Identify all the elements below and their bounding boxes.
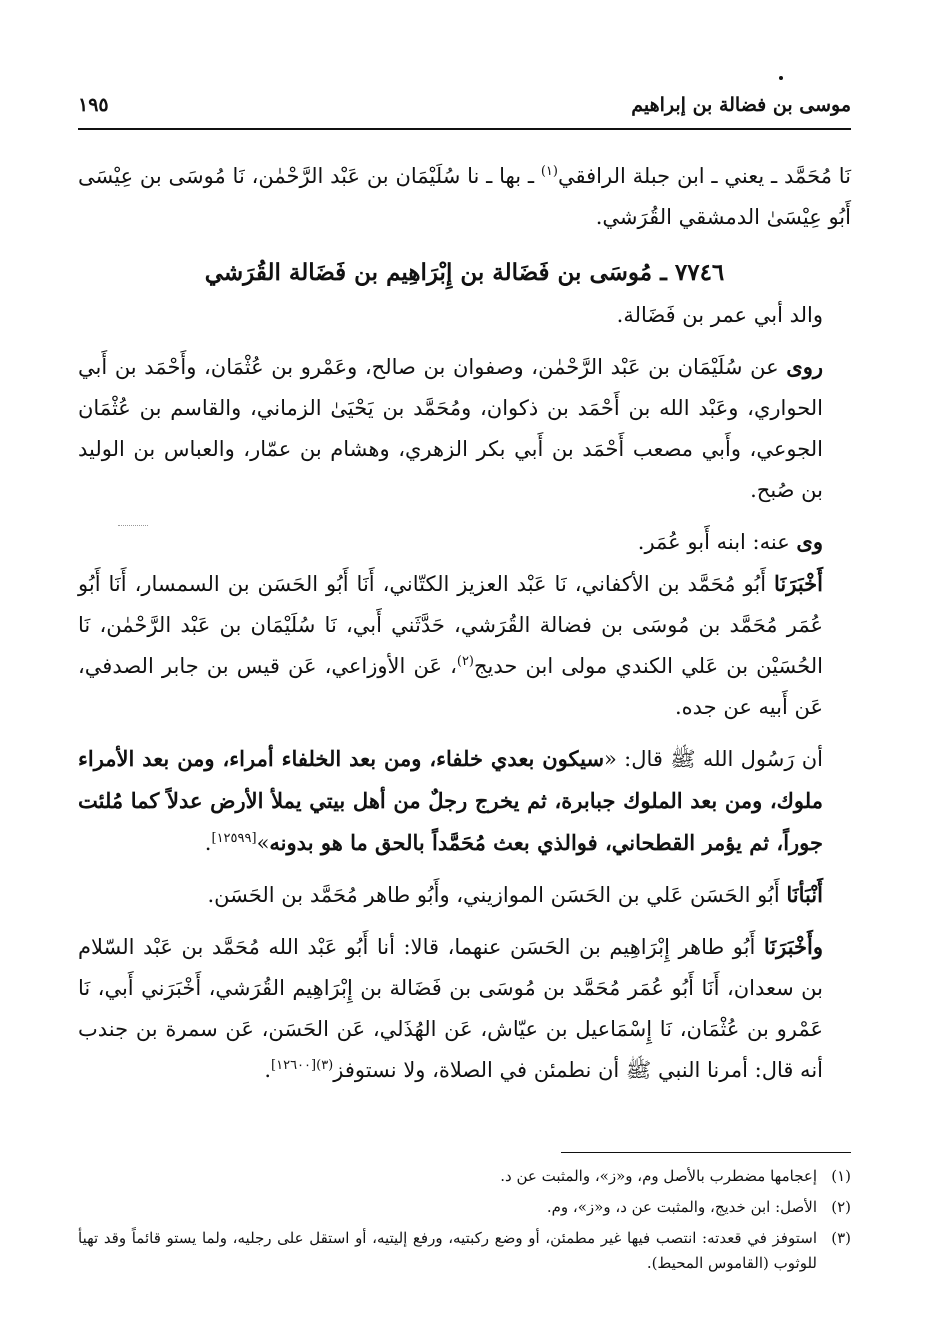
- footnote-text: استوفز في قعدته: انتصب فيها غير مطمئن، أو وضع ركبتيه، ورفع إليتيه، أو استقل على رجليه، ولما يستو قائماً وقد تهيأ للوثوب (القاموس المحيط).: [78, 1229, 817, 1272]
- paragraph-hadith-1: [78, 738, 851, 864]
- page-number: ١٩٥: [78, 94, 109, 116]
- text-run: .: [204, 831, 212, 855]
- text-run: أَبُو مُحَمَّد بن الأكفاني، نَا عَبْد العزيز الكتّاني، أَنَا أَبُو الحَسَن بن السمسار، أَنَا أَبُو عُمَر مُحَمَّد بن مُوسَى بن فضالة القُرَشي، حَدَّثَني أَبي، نَا سُلَيْمَان بن عَبْد الرَّحْمٰن، نَا الحُسَيْن بن عَلي الكندي مولى ابن حديج: [78, 572, 823, 678]
- footnote-ref-1: (١): [540, 164, 558, 179]
- lead-word: وأَخْبَرَنَا: [763, 934, 823, 959]
- paragraph-isnad-2: [78, 874, 851, 916]
- paragraph-isnad-3: [78, 926, 851, 1091]
- paragraph-continuation: [78, 156, 851, 238]
- footnote-ref-3: (٣)[١٢٦٠٠]: [271, 1058, 334, 1073]
- text-run: عن سُلَيْمَان بن عَبْد الرَّحْمٰن، وصفوان بن صالح، وعَمْرو بن عُثْمَان، وأَحْمَد بن أَبي الحواري، وعَبْد الله بن أَحْمَد بن ذكوان، ومُحَمَّد بن يَحْيَىٰ الزماني، والقاسم بن عُثْمَان الجوعي، وأَبي مصعب أَحْمَد بن أَبي بكر الزهري، وهشام بن عمّار، والعباس بن الوليد بن صُبح.: [78, 355, 823, 502]
- footnote-1: [78, 1164, 851, 1189]
- footnote-text: الأصل: ابن خديج، والمثبت عن د، و«ز»، وم.: [546, 1198, 817, 1216]
- hadith-number: [١٢٥٩٩]: [211, 831, 257, 846]
- hadith-text: سيكون بعدي خلفاء، ومن بعد الخلفاء أمراء، ومن بعد الأمراء ملوك، ومن بعد الملوك جبابرة، ثم يخرج رجلٌ من أهل بيتي يملأ الأرض عدلاً كما مُلئت جوراً، ثم يؤمر القطحاني، فوالذي بعث مُحَمَّداً بالحق ما هو بدونه: [78, 746, 823, 855]
- lead-word: أَخْبَرَنَا: [774, 571, 823, 596]
- footnote-divider: [561, 1152, 851, 1153]
- footnote-2: [78, 1195, 851, 1220]
- text-run: عنه: ابنه أَبو عُمَر.: [637, 530, 797, 554]
- text-run: أَبُو الحَسَن عَلي بن الحَسَن الموازيني، وأَبُو طاهر مُحَمَّد بن الحَسَن.: [207, 883, 787, 907]
- paragraph-narrated-from: [78, 346, 851, 511]
- running-header: [78, 88, 851, 130]
- entry-heading: ٧٧٤٦ ـ مُوسَى بن فَضَالة بن إِبْرَاهِيم بن فَضَالة القُرَشي: [204, 259, 725, 286]
- text-run: .: [264, 1058, 272, 1082]
- lead-word: أَنْبَأنَا: [786, 882, 823, 907]
- footnote-ref-2: (٢): [456, 654, 474, 669]
- ink-dot: [779, 76, 783, 80]
- footnote-number: (١): [831, 1167, 851, 1185]
- text-run: ، عَن الأوزاعي، عَن قيس بن جابر الصدفي، عَن أَبيه عن جده.: [78, 654, 823, 719]
- text-run: نَا مُحَمَّد ـ يعني ـ ابن جبلة الرافقي: [557, 164, 851, 188]
- main-text: [78, 156, 851, 1091]
- text-run: أن رَسُول الله ﷺ قال: «: [604, 747, 824, 771]
- footnote-text: إعجامها مضطرب بالأصل وم، و«ز»، والمثبت عن د.: [500, 1167, 817, 1185]
- footnote-3: [78, 1226, 851, 1276]
- paragraph-isnad-1: [78, 563, 851, 728]
- footnote-number: (٣): [831, 1229, 851, 1247]
- footnotes: [78, 1164, 851, 1282]
- text-run: ـ بها ـ نا سُلَيْمَان بن عَبْد الرَّحْمٰن، نَا مُوسَى بن عِيْسَى أَبُو عِيْسَىٰ الدمشقي القُرَشي.: [78, 164, 851, 229]
- paragraph-relation: والد أبي عمر بن فَضَالة.: [616, 303, 823, 327]
- lead-word: وى: [796, 529, 823, 554]
- scan-speck: [118, 525, 148, 526]
- footnote-number: (٢): [831, 1198, 851, 1216]
- lead-word: روى: [786, 354, 823, 379]
- text-run: »: [256, 831, 270, 855]
- header-title: موسى بن فضالة بن إبراهيم: [631, 94, 851, 116]
- paragraph-narrated-by: [78, 521, 851, 563]
- text-run: أَبُو طاهر إِبْرَاهِيم بن الحَسَن عنهما، قالا: أنا أَبُو عَبْد الله مُحَمَّد بن عَبْد السّلام بن سعدان، أَنَا أَبُو عُمَر مُحَمَّد بن مُوسَى بن فَضَالة بن إِبْرَاهِيم القُرَشي، أَخْبَرَني أَبي، نَا عَمْرو بن عُثْمَان، نَا إِسْمَاعيل بن عيّاش، عَن الهُذَلي، عَن الحَسَن، عَن سمرة بن جندب أنه قال: أمرنا النبي ﷺ أن نطمئن في الصلاة، ولا نستوفز: [78, 935, 823, 1082]
